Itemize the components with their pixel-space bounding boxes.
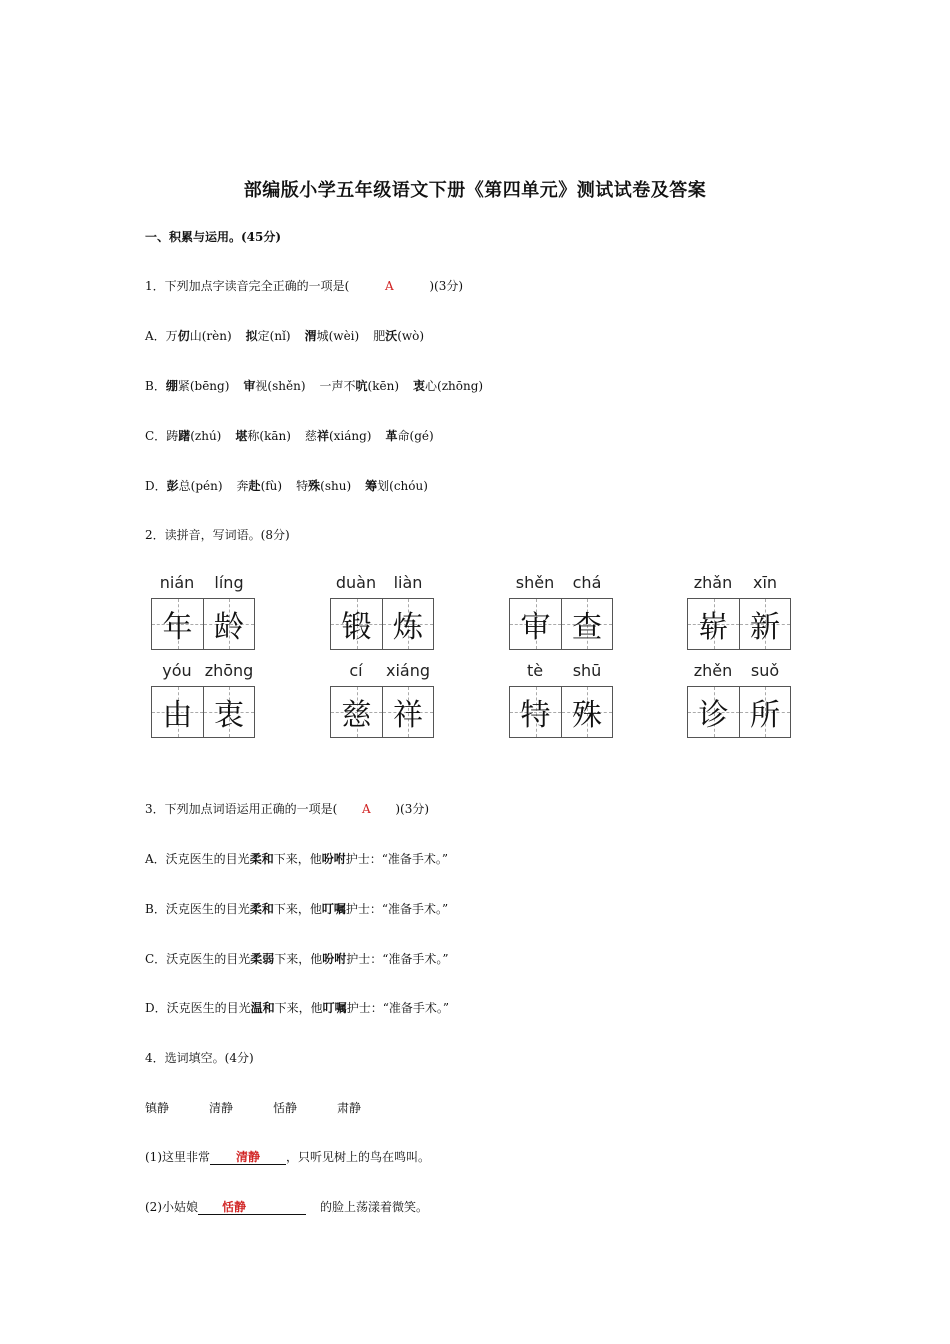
sentence-text: 的脸上荡漾着微笑。	[320, 1200, 429, 1214]
grid-cell[interactable]	[688, 687, 739, 737]
pinyin-syllable: shū	[572, 661, 602, 680]
word-part: 紧(bēng)	[177, 379, 230, 393]
pinyin-syllable: duàn	[335, 573, 377, 592]
word-part: 称(kān)	[247, 429, 291, 443]
pinyin-card	[326, 573, 436, 653]
fill-sentence-2	[145, 1198, 428, 1215]
question-3-score: )(3分)	[395, 802, 430, 816]
dotted-word: 柔和	[249, 852, 274, 866]
grid-cell[interactable]	[382, 599, 433, 649]
question-4: 4．选词填空。(4分)	[145, 1051, 254, 1065]
question-1-option	[145, 377, 497, 394]
fill-blank[interactable]: 清静	[210, 1150, 286, 1165]
option-word	[305, 427, 372, 444]
written-character: 炼	[393, 610, 423, 645]
option-text: 护士：“准备手术。”	[345, 852, 449, 866]
word-choices	[145, 1099, 401, 1116]
dotted-character: 祥	[316, 429, 329, 443]
question-3-option	[145, 900, 448, 917]
question-3-text: 3．下列加点词语运用正确的一项是(	[145, 802, 338, 816]
writing-grid	[151, 598, 255, 650]
option-word	[296, 477, 351, 494]
option-text: C．	[145, 952, 167, 966]
dotted-character: 吭	[355, 379, 368, 393]
question-1	[145, 277, 463, 294]
page-title: 部编版小学五年级语文下册《第四单元》测试试卷及答案	[243, 180, 707, 201]
word-part: 踌	[166, 429, 179, 443]
option-word	[320, 377, 400, 394]
sentence-text: (2)小姑娘	[145, 1200, 198, 1214]
question-3-answer: A	[361, 802, 371, 816]
pinyin-syllable: líng	[214, 573, 244, 592]
word-part: (fù)	[260, 479, 283, 493]
grid-cell[interactable]	[739, 687, 790, 737]
question-1-score: )(3分)	[429, 279, 464, 293]
written-character: 殊	[572, 698, 602, 733]
written-character: 所	[750, 698, 780, 733]
option-word	[373, 327, 424, 344]
grid-cell[interactable]	[739, 599, 790, 649]
written-character: 特	[520, 698, 551, 733]
dotted-character: 仞	[177, 329, 190, 343]
dotted-character: 沃	[385, 329, 398, 343]
option-text: 下来，他	[274, 1001, 323, 1015]
writing-grid	[509, 598, 613, 650]
dotted-word: 叮嘱	[321, 902, 346, 916]
question-3-option	[145, 850, 448, 867]
word-part: 慈	[304, 429, 317, 443]
pinyin-syllable: nián	[159, 573, 195, 592]
pinyin-syllable: suǒ	[750, 661, 780, 680]
pinyin-card	[505, 573, 615, 653]
option-text: 沃克医生的目光	[166, 1001, 251, 1015]
pinyin-syllable: liàn	[393, 573, 423, 592]
option-word	[413, 377, 483, 394]
pinyin-syllable: shěn	[515, 573, 555, 592]
option-word	[166, 377, 230, 394]
pinyin-card	[683, 573, 793, 653]
question-3-option	[145, 950, 449, 967]
pinyin-card	[505, 661, 615, 741]
writing-grid	[330, 598, 434, 650]
question-1-option	[145, 327, 438, 344]
word-part: 城(wèi)	[316, 329, 360, 343]
option-text: A．	[145, 852, 166, 866]
dotted-character: 筹	[365, 479, 378, 493]
option-label: C．	[145, 429, 167, 443]
option-text: D．	[145, 1001, 167, 1015]
grid-cell[interactable]	[152, 687, 203, 737]
option-text: 护士：“准备手术。”	[346, 1001, 449, 1015]
pinyin-syllable: xīn	[752, 573, 778, 592]
grid-cell[interactable]	[510, 687, 561, 737]
word-choice: 镇静	[145, 1101, 170, 1115]
word-part: (zhú)	[190, 429, 222, 443]
fill-sentence-1	[145, 1148, 430, 1165]
grid-cell[interactable]	[331, 599, 382, 649]
option-word	[166, 327, 232, 344]
written-character: 年	[162, 610, 193, 645]
pinyin-syllable: yóu	[162, 661, 192, 680]
dotted-character: 躇	[178, 429, 191, 443]
written-character: 衷	[214, 698, 244, 733]
dotted-character: 革	[385, 429, 398, 443]
grid-cell[interactable]	[203, 687, 254, 737]
word-part: 视(shěn)	[255, 379, 306, 393]
grid-cell[interactable]	[382, 687, 433, 737]
grid-cell[interactable]	[561, 599, 612, 649]
writing-grid	[151, 686, 255, 738]
word-choice: 清静	[209, 1101, 234, 1115]
question-3	[145, 800, 429, 817]
dotted-word: 叮嘱	[322, 1001, 347, 1015]
dotted-character: 拟	[245, 329, 258, 343]
option-text: 下来，他	[273, 902, 322, 916]
word-part: 命(gé)	[397, 429, 434, 443]
word-part: 划(chóu)	[377, 479, 428, 493]
pinyin-card	[326, 661, 436, 741]
dotted-character: 渭	[304, 329, 317, 343]
section-heading: 一、积累与运用。(45分)	[145, 230, 282, 244]
pinyin-syllable: tè	[526, 661, 544, 680]
question-1-option	[145, 477, 442, 494]
written-character: 新	[750, 610, 780, 645]
option-word	[386, 427, 434, 444]
word-part: (kēn)	[367, 379, 400, 393]
written-character: 诊	[698, 698, 729, 733]
grid-cell[interactable]	[688, 599, 739, 649]
sentence-text: (1)这里非常	[145, 1150, 210, 1164]
option-word	[167, 477, 223, 494]
word-part: (shu)	[320, 479, 352, 493]
option-text: 沃克医生的目光	[165, 902, 250, 916]
pinyin-card	[147, 661, 257, 741]
option-word	[237, 477, 283, 494]
dotted-word: 吩咐	[321, 852, 346, 866]
option-word	[305, 327, 360, 344]
writing-grid	[330, 686, 434, 738]
option-label: D．	[145, 479, 167, 493]
pinyin-card	[683, 661, 793, 741]
pinyin-syllable: zhěn	[693, 661, 733, 680]
word-part: 山(rèn)	[189, 329, 232, 343]
question-1-text: 1．下列加点字读音完全正确的一项是(	[145, 279, 350, 293]
dotted-character: 赴	[248, 479, 261, 493]
option-text: 护士：“准备手术。”	[346, 952, 449, 966]
written-character: 查	[572, 610, 602, 645]
written-character: 审	[520, 610, 551, 645]
word-part: (xiáng)	[328, 429, 372, 443]
word-part: 奔	[236, 479, 249, 493]
option-text: 下来，他	[274, 952, 323, 966]
dotted-character: 绷	[165, 379, 178, 393]
written-character: 由	[162, 698, 193, 733]
question-1-answer: A	[384, 279, 394, 293]
grid-cell[interactable]	[152, 599, 203, 649]
dotted-character: 堪	[235, 429, 248, 443]
word-part: 特	[296, 479, 309, 493]
writing-grid	[687, 598, 791, 650]
grid-cell[interactable]	[203, 599, 254, 649]
word-part: 心(zhōng)	[425, 379, 484, 393]
word-part: 一声不	[319, 379, 356, 393]
word-part: 定(nǐ)	[257, 329, 291, 343]
grid-cell[interactable]	[510, 599, 561, 649]
option-word	[365, 477, 428, 494]
question-1-option	[145, 427, 448, 444]
dotted-word: 吩咐	[322, 952, 347, 966]
pinyin-syllable: cí	[349, 661, 363, 680]
word-choice: 恬静	[273, 1101, 298, 1115]
pinyin-syllable: xiáng	[385, 661, 430, 680]
option-text: 沃克医生的目光	[165, 852, 250, 866]
dotted-word: 柔弱	[250, 952, 275, 966]
word-part: 万	[165, 329, 178, 343]
option-word	[166, 427, 221, 444]
writing-grid	[509, 686, 613, 738]
written-character: 锻	[341, 610, 372, 645]
option-word	[243, 377, 305, 394]
word-part: 总(pén)	[178, 479, 223, 493]
question-3-option	[145, 999, 449, 1016]
option-word	[235, 427, 291, 444]
dotted-character: 彭	[166, 479, 179, 493]
word-choice: 肃静	[337, 1101, 362, 1115]
written-character: 慈	[341, 698, 372, 733]
option-text: 沃克医生的目光	[166, 952, 251, 966]
dotted-word: 柔和	[249, 902, 274, 916]
option-label: A．	[145, 329, 166, 343]
written-character: 龄	[214, 610, 244, 645]
option-text: 下来，他	[273, 852, 322, 866]
writing-grid	[687, 686, 791, 738]
option-word	[246, 327, 291, 344]
grid-cell[interactable]	[561, 687, 612, 737]
grid-cell[interactable]	[331, 687, 382, 737]
fill-blank[interactable]: 恬静	[198, 1200, 306, 1215]
option-text: B．	[145, 902, 166, 916]
word-part: 肥	[373, 329, 386, 343]
written-character: 祥	[393, 698, 423, 733]
question-2: 2．读拼音，写词语。(8分)	[145, 528, 290, 542]
option-text: 护士：“准备手术。”	[345, 902, 449, 916]
pinyin-syllable: zhǎn	[693, 573, 733, 592]
pinyin-card	[147, 573, 257, 653]
dotted-character: 殊	[308, 479, 321, 493]
word-part: (wò)	[397, 329, 425, 343]
pinyin-syllable: zhōng	[204, 661, 254, 680]
written-character: 崭	[698, 610, 729, 645]
sentence-text: ，只听见树上的鸟在鸣叫。	[286, 1150, 431, 1164]
pinyin-syllable: chá	[572, 573, 602, 592]
dotted-character: 衷	[413, 379, 426, 393]
dotted-word: 温和	[250, 1001, 275, 1015]
option-label: B．	[145, 379, 166, 393]
dotted-character: 审	[243, 379, 256, 393]
